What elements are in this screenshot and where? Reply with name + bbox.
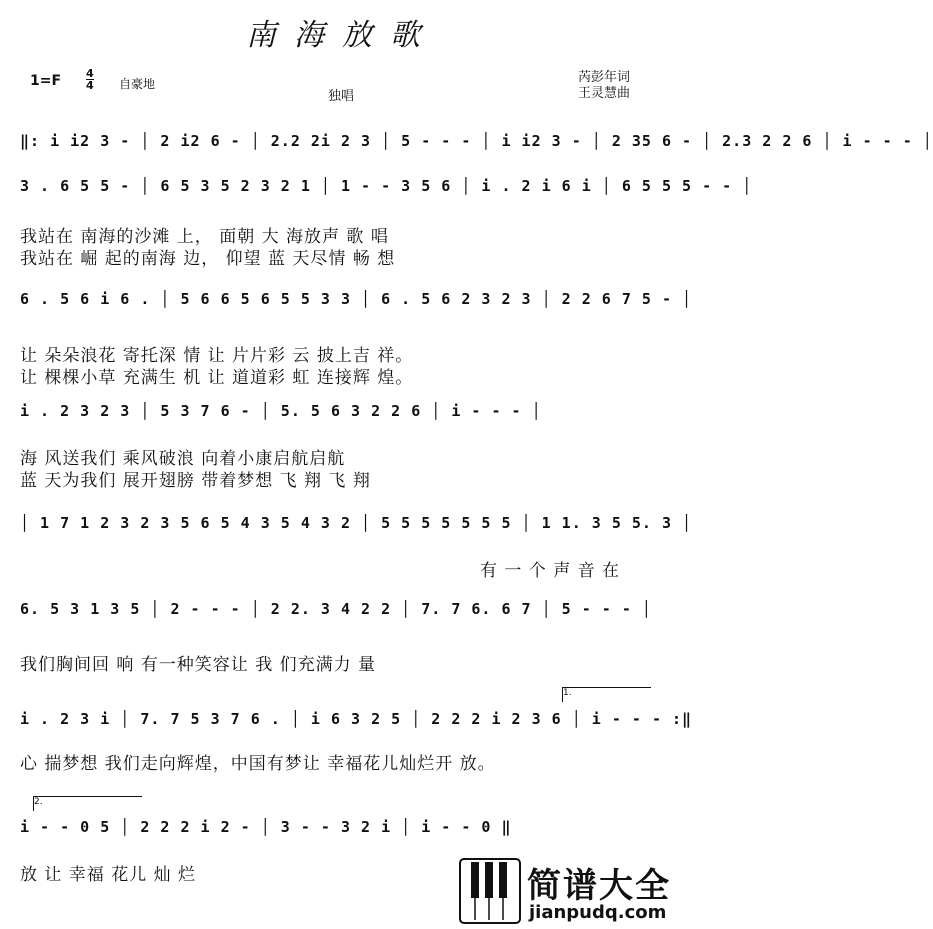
- lyric-line: 心 揣梦想 我们走向辉煌，中国有梦让 幸福花儿灿烂开 放。: [20, 754, 496, 774]
- lyric-line: 蓝 天为我们 展开翅膀 带着梦想 飞 翔 飞 翔: [20, 471, 371, 491]
- time-signature-top: 4: [86, 67, 94, 80]
- notation-staff: i . 2 3 2 3 │ 5 3 7 6 - │ 5. 5 6 3 2 2 6 │ i - - - │: [20, 402, 542, 420]
- lyric-line: 我站在 崛 起的南海 边， 仰望 蓝 天尽情 畅 想: [20, 249, 396, 269]
- lyric-line: 放 让 幸福 花儿 灿 烂: [20, 865, 197, 885]
- notation-staff: 6. 5 3 1 3 5 │ 2 - - - │ 2 2. 3 4 2 2 │ 7. 7 6. 6 7 │ 5 - - - │: [20, 600, 652, 618]
- lyric-line: 我们胸间回 响 有一种笑容让 我 们充满力 量: [20, 655, 377, 675]
- lyric-line: 有 一 个 声 音 在: [480, 561, 621, 581]
- time-signature-bottom: 4: [86, 79, 94, 92]
- tempo-mark: 自豪地: [119, 77, 156, 91]
- lyric-line: 让 朵朵浪花 寄托深 情 让 片片彩 云 披上吉 祥。: [20, 346, 414, 366]
- lyric-line: 我站在 南海的沙滩 上， 面朝 大 海放声 歌 唱: [20, 227, 389, 247]
- lyric-line: 让 棵棵小草 充满生 机 让 道道彩 虹 连接辉 煌。: [20, 368, 414, 388]
- notation-staff: i . 2 3 i │ 7. 7 5 3 7 6 . │ i 6 3 2 5 │ 2 2 2 i 2 3 6 │ i - - - :‖: [20, 710, 693, 728]
- notation-staff: ‖: i i2 3 - │ 2 i2 6 - │ 2.2 2i 2 3 │ 5 - - - │ i i2 3 - │ 2 35 6 - │ 2.3 2 2 6 │ i - - - │: [20, 132, 933, 150]
- second-ending-label: 2.: [34, 797, 43, 807]
- time-signature: [86, 68, 94, 91]
- lyricist: 芮彭年词: [578, 70, 631, 85]
- second-ending-bracket: [33, 796, 142, 811]
- song-title: 南海放歌: [246, 18, 438, 53]
- key-signature: 1=F: [30, 73, 62, 89]
- notation-staff: │ 1 7 1 2 3 2 3 5 6 5 4 3 5 4 3 2 │ 5 5 5 5 5 5 5 │ 1 1. 3 5 5. 3 │: [20, 514, 693, 532]
- logo-brand-text: 简谱大全: [527, 866, 671, 906]
- notation-staff: i - - 0 5 │ 2 2 2 i 2 - │ 3 - - 3 2 i │ i - - 0 ‖: [20, 818, 512, 836]
- logo-url-text: jianpudq.com: [529, 902, 667, 923]
- site-logo: [459, 858, 681, 926]
- composer: 王灵慧曲: [578, 86, 631, 101]
- lyric-line: 海 风送我们 乘风破浪 向着小康启航启航: [20, 449, 346, 469]
- first-ending-bracket: [562, 687, 651, 702]
- notation-staff: 6 . 5 6 i 6 . │ 5 6 6 5 6 5 5 3 3 │ 6 . 5 6 2 3 2 3 │ 2 2 6 7 5 - │: [20, 290, 693, 308]
- first-ending-label: 1.: [563, 688, 572, 698]
- performance-type: 独唱: [328, 89, 355, 104]
- notation-staff: 3 . 6 5 5 - │ 6 5 3 5 2 3 2 1 │ 1 - - 3 5 6 │ i . 2 i 6 i │ 6 5 5 5 - - │: [20, 177, 753, 195]
- piano-keys-icon: [459, 858, 521, 924]
